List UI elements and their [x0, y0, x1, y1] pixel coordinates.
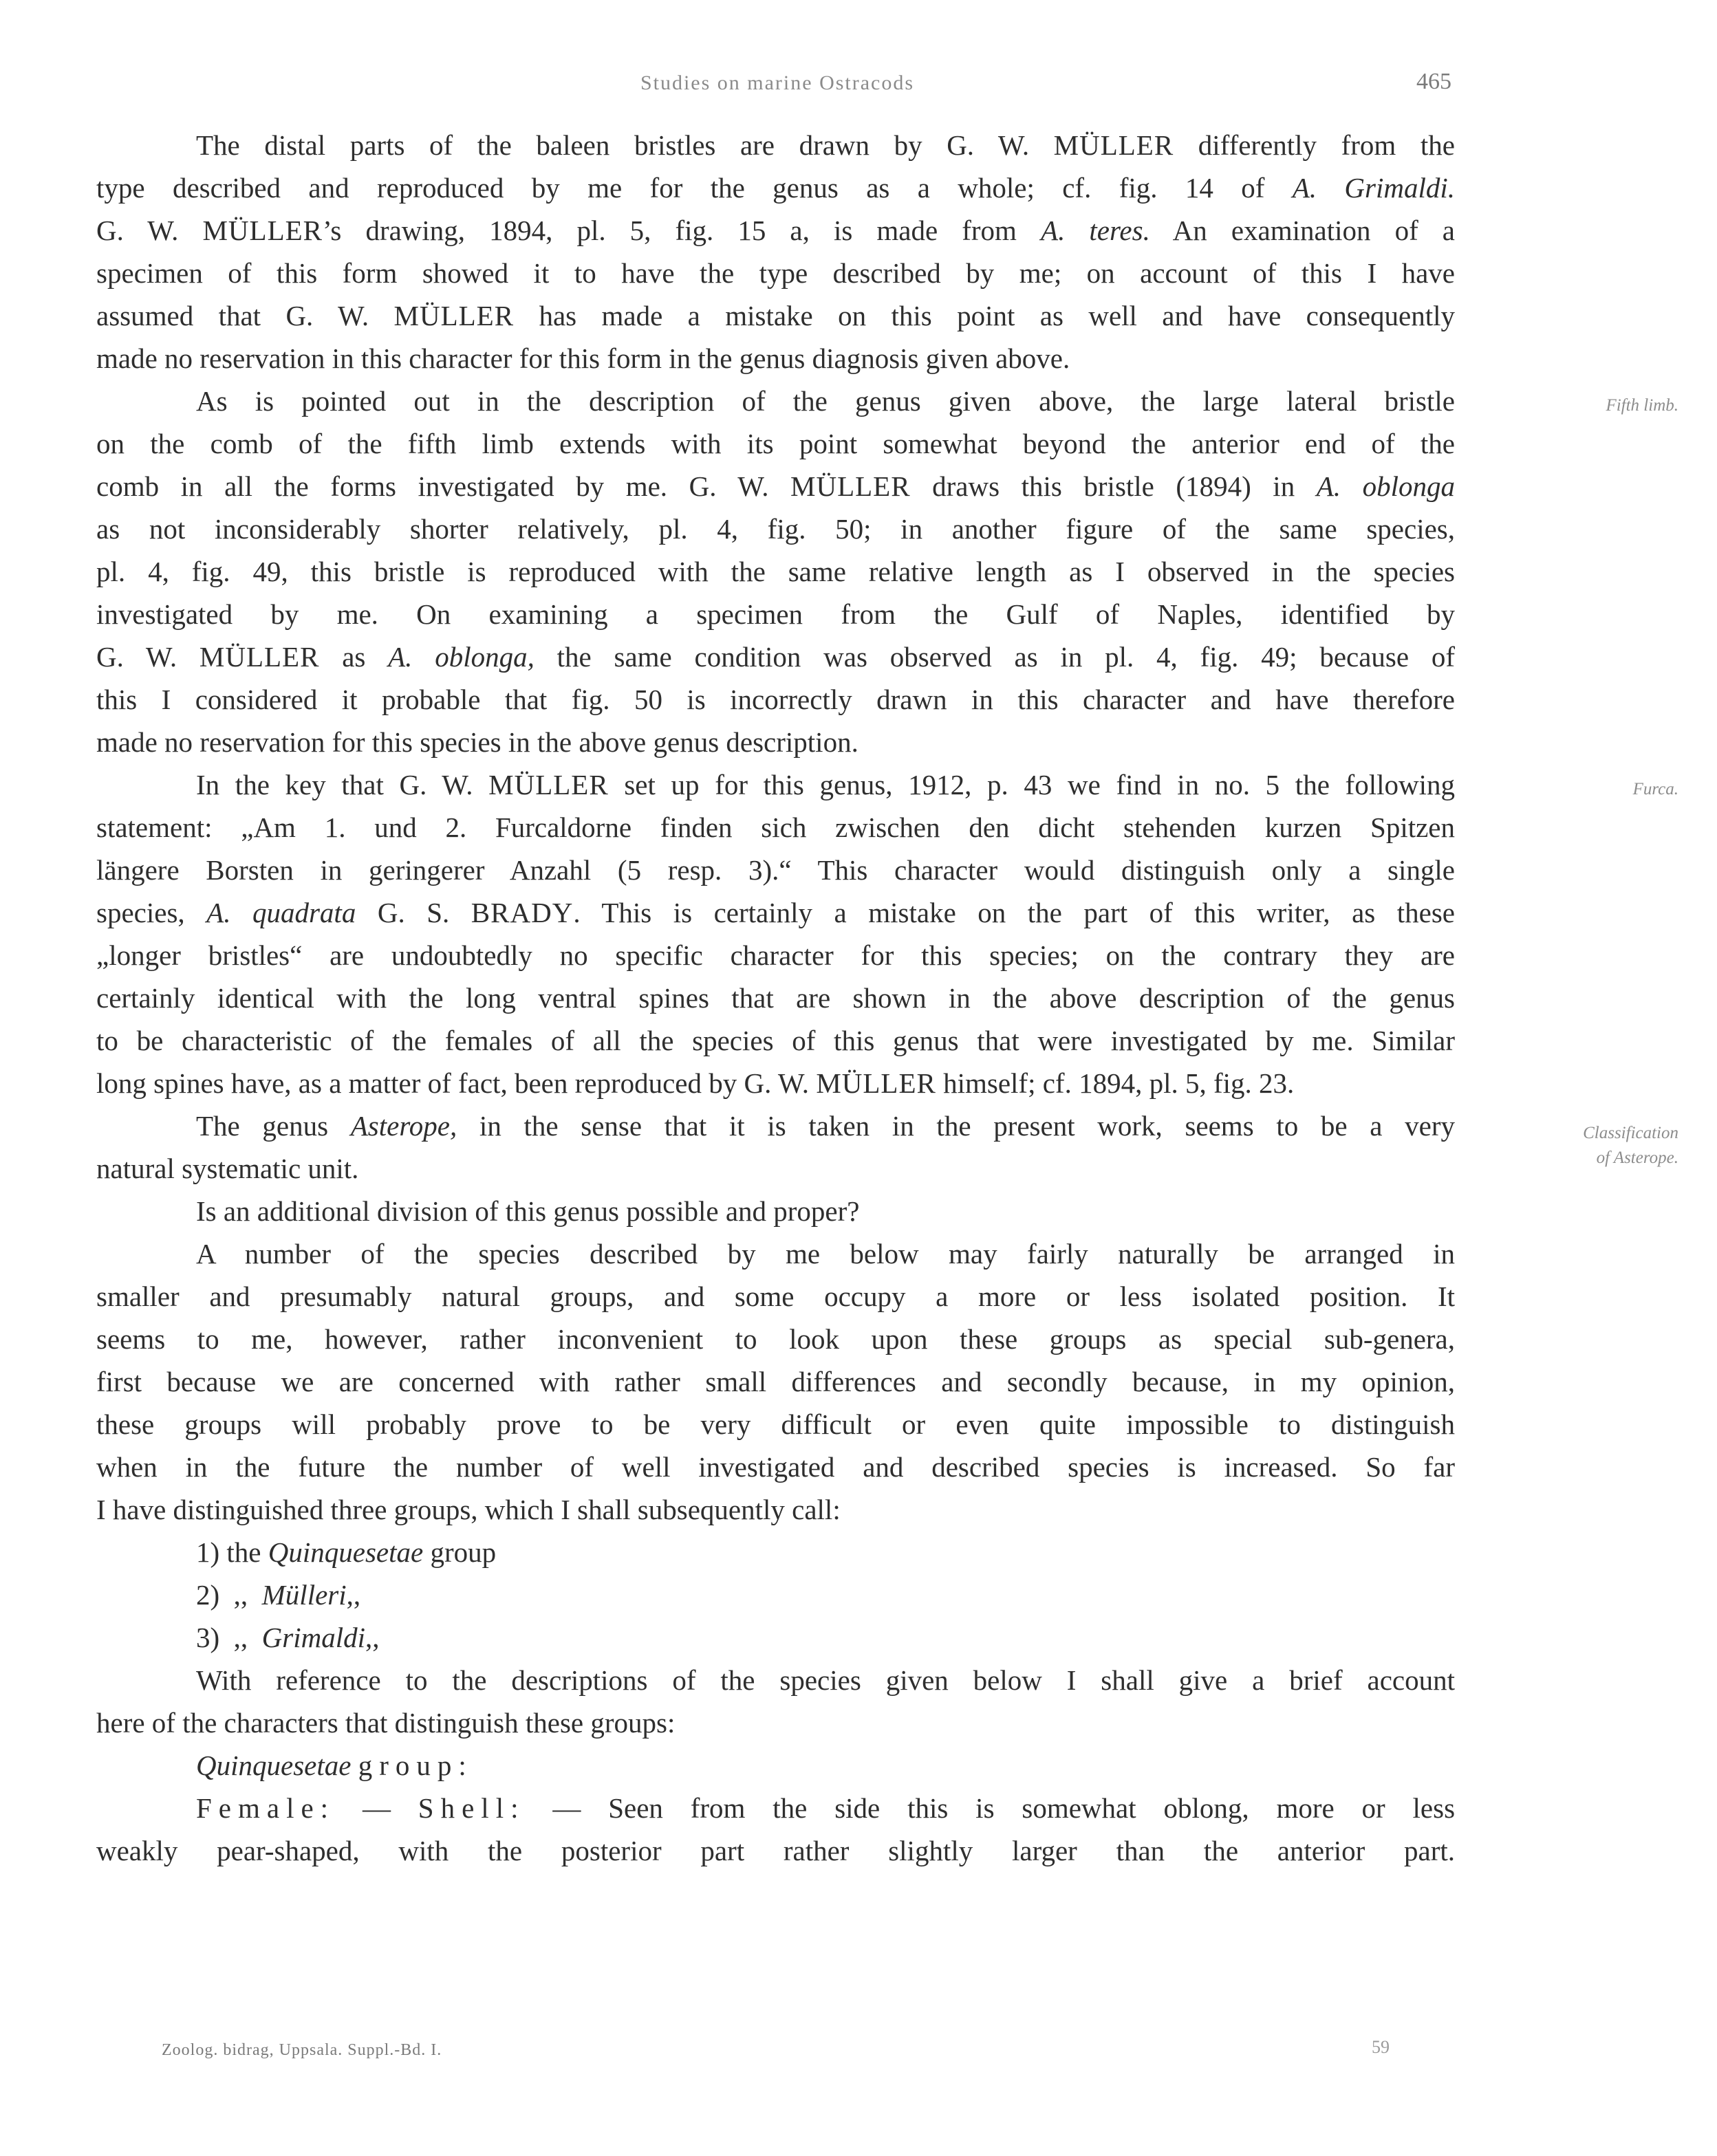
text-line: this I considered it probable that fig. 50 is incorrectly drawn in this character and have therefore [96, 684, 1455, 715]
margin-note-classification-line-1: Classification [1583, 1124, 1678, 1142]
text-line: certainly identical with the long ventral spines that are shown in the above description of the genus [96, 982, 1455, 1014]
text-line: seems to me, however, rather inconvenient to look upon these groups as special sub-genera, [96, 1323, 1455, 1355]
text-line: assumed that G. W. MÜLLER has made a mistake on this point as well and have consequently [96, 300, 1455, 331]
text-line: With reference to the descriptions of the species given below I shall give a brief account [196, 1664, 1455, 1696]
text-line: specimen of this form showed it to have the type described by me; on account of this I have [96, 257, 1455, 289]
text-line: A number of the species described by me below may fairly naturally be arranged in [196, 1238, 1455, 1270]
text-line: these groups will probably prove to be very difficult or even quite impossible to distinguish [96, 1408, 1455, 1440]
text-line: Female: — Shell: — Seen from the side this is somewhat oblong, more or less [196, 1792, 1456, 1824]
text-line: The distal parts of the baleen bristles are drawn by G. W. MÜLLER differently from the [196, 129, 1455, 161]
margin-note-fifth-limb: Fifth limb. [1606, 396, 1678, 415]
margin-note-furca: Furca. [1632, 780, 1678, 798]
text-line: as not inconsiderably shorter relatively, pl. 4, fig. 50; in another figure of the same species, [96, 513, 1455, 545]
text-line: As is pointed out in the description of the genus given above, the large lateral bristle [196, 385, 1455, 417]
text-line: long spines have, as a matter of fact, been reproduced by G. W. MÜLLER himself; cf. 1894, pl. 5, fig. 23. [96, 1067, 1295, 1099]
body-text [96, 124, 1455, 1872]
text-line: G. W. MÜLLER as A. oblonga, the same condition was observed as in pl. 4, fig. 49; because of [96, 641, 1455, 673]
text-line: here of the characters that distinguish these groups: [96, 1707, 676, 1739]
text-line: In the key that G. W. MÜLLER set up for this genus, 1912, p. 43 we find in no. 5 the following [196, 769, 1455, 801]
text-line: Is an additional division of this genus possible and proper? [196, 1195, 860, 1227]
text-line: to be characteristic of the females of all the species of this genus that were investigated by me. Similar [96, 1025, 1455, 1056]
text-line: längere Borsten in geringerer Anzahl (5 resp. 3).“ This character would distinguish only a single [96, 854, 1455, 886]
text-line: comb in all the forms investigated by me. G. W. MÜLLER draws this bristle (1894) in A. oblonga [96, 470, 1455, 502]
text-line: „longer bristles“ are undoubtedly no specific character for this species; on the contrary they are [96, 939, 1455, 971]
text-line: natural systematic unit. [96, 1153, 359, 1184]
group-list-item: 1) the Quinquesetae group [196, 1536, 497, 1568]
text-line: I have distinguished three groups, which I shall subsequently call: [96, 1494, 841, 1525]
text-line: type described and reproduced by me for the genus as a whole; cf. fig. 14 of A. Grimaldi. [96, 172, 1455, 204]
text-line: investigated by me. On examining a specimen from the Gulf of Naples, identified by [96, 598, 1455, 630]
text-line: species, A. quadrata G. S. BRADY. This is certainly a mistake on the part of this writer, as these [96, 897, 1455, 928]
page-number: 465 [1416, 69, 1451, 94]
margin-note-classification [1507, 1121, 1678, 1170]
footer-journal: Zoolog. bidrag, Uppsala. Suppl.-Bd. I. [162, 2041, 442, 2059]
text-line: weakly pear-shaped, with the posterior part rather slightly larger than the anterior part. [96, 1835, 1455, 1866]
text-line: statement: „Am 1. und 2. Furcaldorne finden sich zwischen den dicht stehenden kurzen Spitzen [96, 812, 1455, 843]
group-list-item: 2) ,, Mülleri,, [196, 1579, 361, 1611]
running-head: Studies on marine Ostracods [640, 72, 915, 94]
group-heading: Quinquesetae group: [196, 1750, 473, 1781]
text-line: made no reservation for this species in the above genus description. [96, 726, 859, 758]
text-line: made no reservation in this character for this form in the genus diagnosis given above. [96, 342, 1070, 374]
text-line: smaller and presumably natural groups, and some occupy a more or less isolated position. It [96, 1281, 1455, 1312]
text-line: on the comb of the fifth limb extends with its point somewhat beyond the anterior end of the [96, 428, 1455, 459]
text-line: pl. 4, fig. 49, this bristle is reproduced with the same relative length as I observed in the species [96, 556, 1455, 587]
footer-signature: 59 [1372, 2037, 1390, 2057]
text-line: The genus Asterope, in the sense that it is taken in the present work, seems to be a very [196, 1110, 1456, 1142]
margin-note-classification-line-2: of Asterope. [1596, 1148, 1678, 1167]
text-line: when in the future the number of well investigated and described species is increased. So far [96, 1451, 1455, 1483]
text-line: first because we are concerned with rather small differences and secondly because, in my opinion, [96, 1366, 1455, 1397]
text-line: G. W. MÜLLER’s drawing, 1894, pl. 5, fig. 15 a, is made from A. teres. An examination of a [96, 215, 1456, 246]
group-list-item: 3) ,, Grimaldi,, [196, 1622, 380, 1653]
